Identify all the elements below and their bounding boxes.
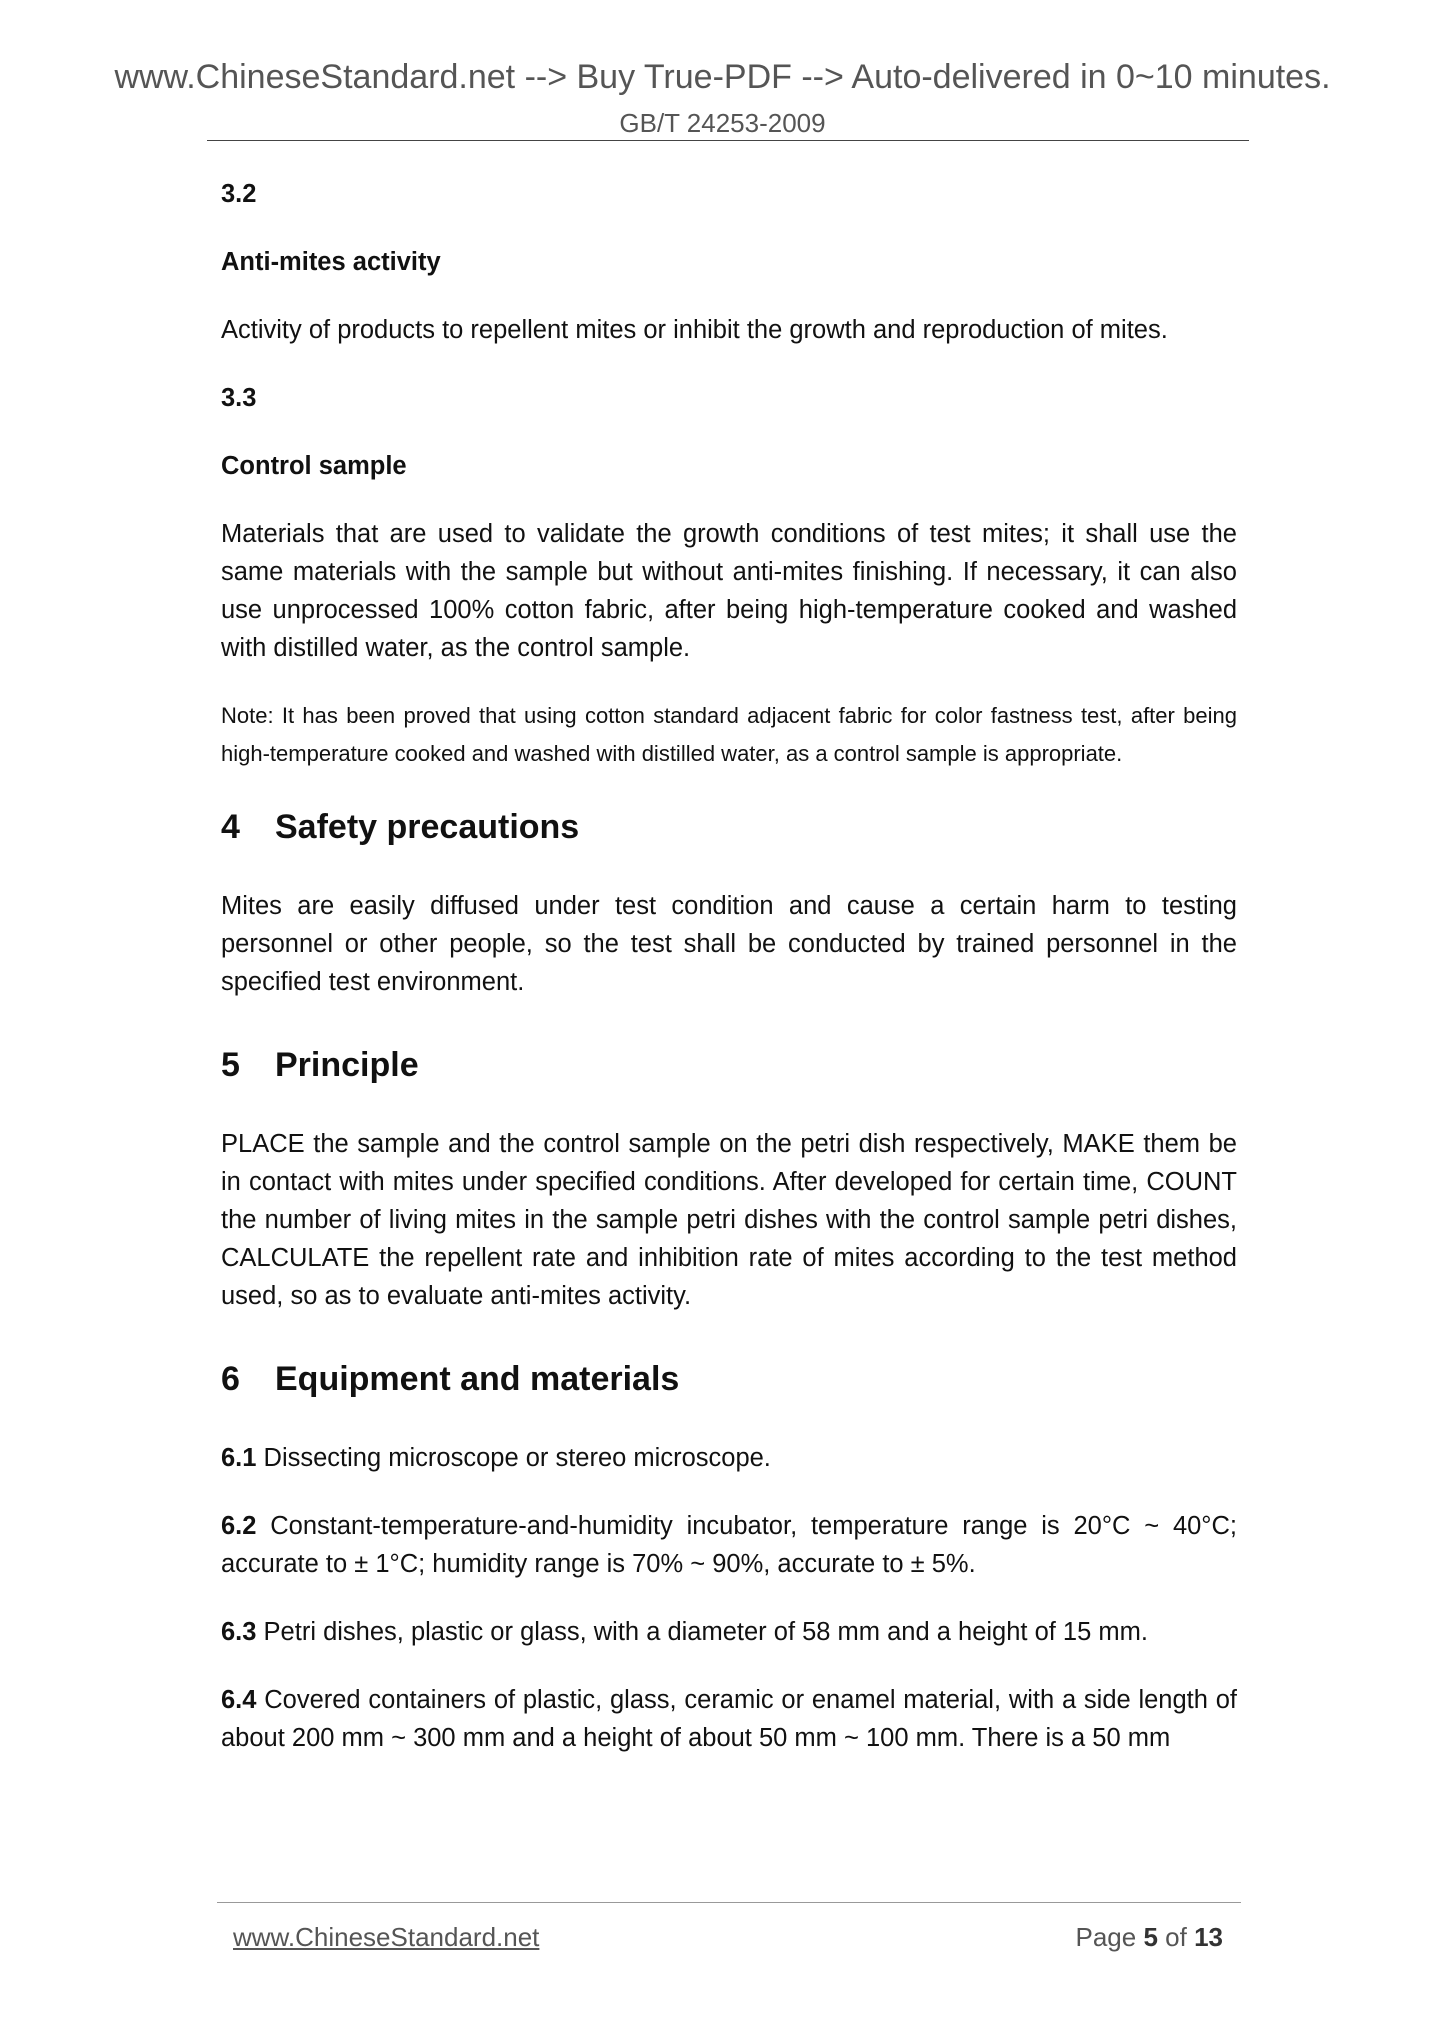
clause-3-3-term: Control sample (221, 452, 407, 480)
item-6-1 (221, 1439, 1237, 1477)
top-banner[interactable]: www.ChineseStandard.net --> Buy True-PDF --> Auto-delivered in 0~10 minutes. (114, 58, 1331, 96)
document-body (221, 175, 1237, 1787)
item-number: 6.4 (221, 1686, 257, 1714)
section-4-heading (221, 807, 1237, 847)
clause-3-2-number: 3.2 (221, 180, 257, 208)
section-5-heading (221, 1045, 1237, 1085)
clause-3-2-definition: Activity of products to repellent mites or inhibit the growth and reproduction of mites. (221, 316, 1168, 344)
page-indicator (1075, 1922, 1223, 1953)
page-total: 13 (1194, 1922, 1223, 1952)
section-5-title: Principle (275, 1046, 419, 1084)
section-4-text: Mites are easily diffused under test condition and cause a certain harm to testing personnel or other people, so the test shall be conducted by trained personnel in the specified test environment. (221, 892, 1237, 996)
item-text: Constant-temperature-and-humidity incubator, temperature range is 20°C ~ 40°C; accurate to ± 1°C; humidity range is 70% ~ 90%, accurate to ± 5%. (221, 1512, 1237, 1578)
item-number: 6.2 (221, 1512, 257, 1540)
clause-3-2-term: Anti-mites activity (221, 248, 441, 276)
header-divider (207, 140, 1249, 141)
page-current: 5 (1143, 1922, 1158, 1952)
section-6-number: 6 (221, 1360, 240, 1398)
item-text: Petri dishes, plastic or glass, with a diameter of 58 mm and a height of 15 mm. (263, 1618, 1148, 1646)
section-5-text: PLACE the sample and the control sample on the petri dish respectively, MAKE them be in contact with mites under specified conditions. After developed for certain time, COUNT the number of living mites in the sample petri dishes with the control sample petri dishes, CALCULATE the repellent rate and inhibition rate of mites according to the test method used, so as to evaluate anti-mites activity. (221, 1130, 1237, 1310)
item-text: Covered containers of plastic, glass, ceramic or enamel material, with a side length of about 200 mm ~ 300 mm and a height of about 50 mm ~ 100 mm. There is a 50 mm (221, 1686, 1237, 1752)
item-number: 6.3 (221, 1618, 257, 1646)
clause-3-3-number: 3.3 (221, 384, 257, 412)
page-sep: of (1165, 1922, 1187, 1952)
clause-3-3-note: Note: It has been proved that using cotton standard adjacent fabric for color fastness test, after being high-temperature cooked and washed with distilled water, as a control sample is appropriate. (221, 703, 1237, 766)
standard-code: GB/T 24253-2009 (619, 108, 826, 138)
footer-site-link[interactable]: www.ChineseStandard.net (233, 1922, 540, 1952)
item-number: 6.1 (221, 1444, 257, 1472)
page-prefix: Page (1075, 1922, 1137, 1952)
section-5-number: 5 (221, 1046, 240, 1084)
item-6-3 (221, 1613, 1237, 1651)
item-6-2 (221, 1507, 1237, 1583)
item-6-4 (221, 1681, 1237, 1757)
section-6-heading (221, 1359, 1237, 1399)
section-6-title: Equipment and materials (275, 1360, 680, 1398)
footer-divider (217, 1902, 1241, 1903)
clause-3-3-definition: Materials that are used to validate the growth conditions of test mites; it shall use the same materials with the sample but without anti-mites finishing. If necessary, it can also use unprocessed 100% cotton fabric, after being high-temperature cooked and washed with distilled water, as the control sample. (221, 520, 1237, 662)
section-4-number: 4 (221, 808, 240, 846)
item-text: Dissecting microscope or stereo microscope. (263, 1444, 771, 1472)
section-4-title: Safety precautions (275, 808, 580, 846)
